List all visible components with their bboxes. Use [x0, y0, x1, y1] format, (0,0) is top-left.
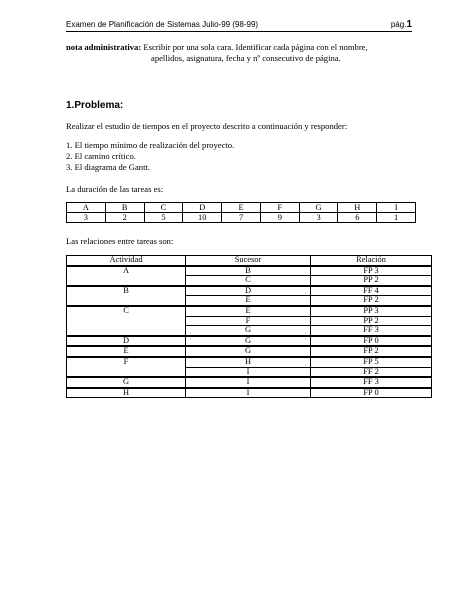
- column-header: Relación: [311, 256, 432, 266]
- successor-cell: G: [186, 336, 311, 347]
- relations-header-row: [67, 256, 432, 266]
- page-label: pág.: [390, 20, 407, 29]
- duration-cell: 3: [67, 213, 106, 223]
- activity-cell: B: [67, 286, 186, 306]
- activity-cell: H: [67, 388, 186, 398]
- table-row: [67, 377, 432, 388]
- column-header: Actividad: [67, 256, 186, 266]
- table-row: [67, 357, 432, 367]
- relation-cell: FP 0: [311, 336, 432, 347]
- successor-cell: I: [186, 367, 311, 377]
- relation-cell: FP 3: [311, 266, 432, 276]
- activity-cell: F: [67, 357, 186, 377]
- duration-cell: 7: [222, 213, 261, 223]
- relation-cell: PP 3: [311, 306, 432, 316]
- relation-cell: FF 4: [311, 286, 432, 296]
- duration-cell: 5: [144, 213, 183, 223]
- activity-cell: G: [67, 377, 186, 388]
- note-line-1: Escribir por una sola cara. Identificar cada página con el nombre,: [143, 42, 368, 52]
- relation-cell: FF 3: [311, 377, 432, 388]
- duration-cell: 1: [377, 213, 416, 223]
- relation-cell: FP 5: [311, 357, 432, 367]
- relation-cell: FP 2: [311, 346, 432, 357]
- table-row: [67, 336, 432, 347]
- successor-cell: D: [186, 286, 311, 296]
- successor-cell: B: [186, 266, 311, 276]
- task-cell: E: [222, 203, 261, 213]
- header-title: Examen de Planificación de Sistemas Julio-99 (98-99): [66, 20, 259, 29]
- page-number-label: [391, 19, 412, 30]
- duration-cell: 3: [299, 213, 338, 223]
- relation-cell: PP 2: [311, 316, 432, 326]
- successor-cell: E: [186, 306, 311, 316]
- duration-cell: 2: [105, 213, 144, 223]
- note-line-2: apellidos, asignatura, fecha y nº consecutivo de página.: [151, 53, 341, 63]
- relation-cell: FF 2: [311, 367, 432, 377]
- problem-heading: 1.Problema:: [66, 100, 124, 111]
- activity-cell: C: [67, 306, 186, 336]
- question-item: 1. El tiempo mínimo de realización del proyecto.: [66, 140, 235, 150]
- task-cell: C: [144, 203, 183, 213]
- activity-cell: A: [67, 266, 186, 286]
- activity-cell: E: [67, 346, 186, 357]
- duration-cell: 10: [183, 213, 222, 223]
- question-list: [66, 140, 234, 173]
- relation-cell: FF 3: [311, 326, 432, 336]
- table-row: [67, 286, 432, 296]
- task-cell: A: [67, 203, 106, 213]
- table-row: [67, 266, 432, 276]
- relation-cell: FP 0: [311, 388, 432, 398]
- duration-cell: 9: [260, 213, 299, 223]
- relations-label: Las relaciones entre tareas son:: [66, 236, 174, 246]
- administrative-note: [66, 42, 416, 64]
- successor-cell: H: [186, 357, 311, 367]
- task-cell: G: [299, 203, 338, 213]
- column-header: Sucesor: [186, 256, 311, 266]
- successor-cell: I: [186, 377, 311, 388]
- table-row: [67, 306, 432, 316]
- successor-cell: E: [186, 296, 311, 306]
- relation-cell: FP 2: [311, 296, 432, 306]
- successor-cell: C: [186, 276, 311, 286]
- duration-task-row: [67, 203, 416, 213]
- task-cell: I: [377, 203, 416, 213]
- problem-intro: Realizar el estudio de tiempos en el proyecto descrito a continuación y responder:: [66, 121, 348, 131]
- successor-cell: F: [186, 316, 311, 326]
- task-cell: B: [105, 203, 144, 213]
- task-cell: H: [338, 203, 377, 213]
- question-item: 2. El camino crítico.: [66, 151, 136, 161]
- successor-cell: I: [186, 388, 311, 398]
- duration-value-row: [67, 213, 416, 223]
- note-label: nota administrativa:: [66, 42, 142, 52]
- page-number: 1: [406, 19, 412, 30]
- header-rule: [66, 31, 412, 32]
- task-cell: F: [260, 203, 299, 213]
- table-row: [67, 346, 432, 357]
- relation-cell: PP 2: [311, 276, 432, 286]
- duration-label: La duración de las tareas es:: [66, 184, 164, 194]
- question-item: 3. El diagrama de Gantt.: [66, 162, 150, 172]
- duration-table: [66, 202, 416, 223]
- relations-table: [66, 255, 432, 398]
- successor-cell: G: [186, 346, 311, 357]
- task-cell: D: [183, 203, 222, 213]
- activity-cell: D: [67, 336, 186, 347]
- page-header: [66, 18, 412, 31]
- table-row: [67, 388, 432, 398]
- duration-cell: 6: [338, 213, 377, 223]
- successor-cell: G: [186, 326, 311, 336]
